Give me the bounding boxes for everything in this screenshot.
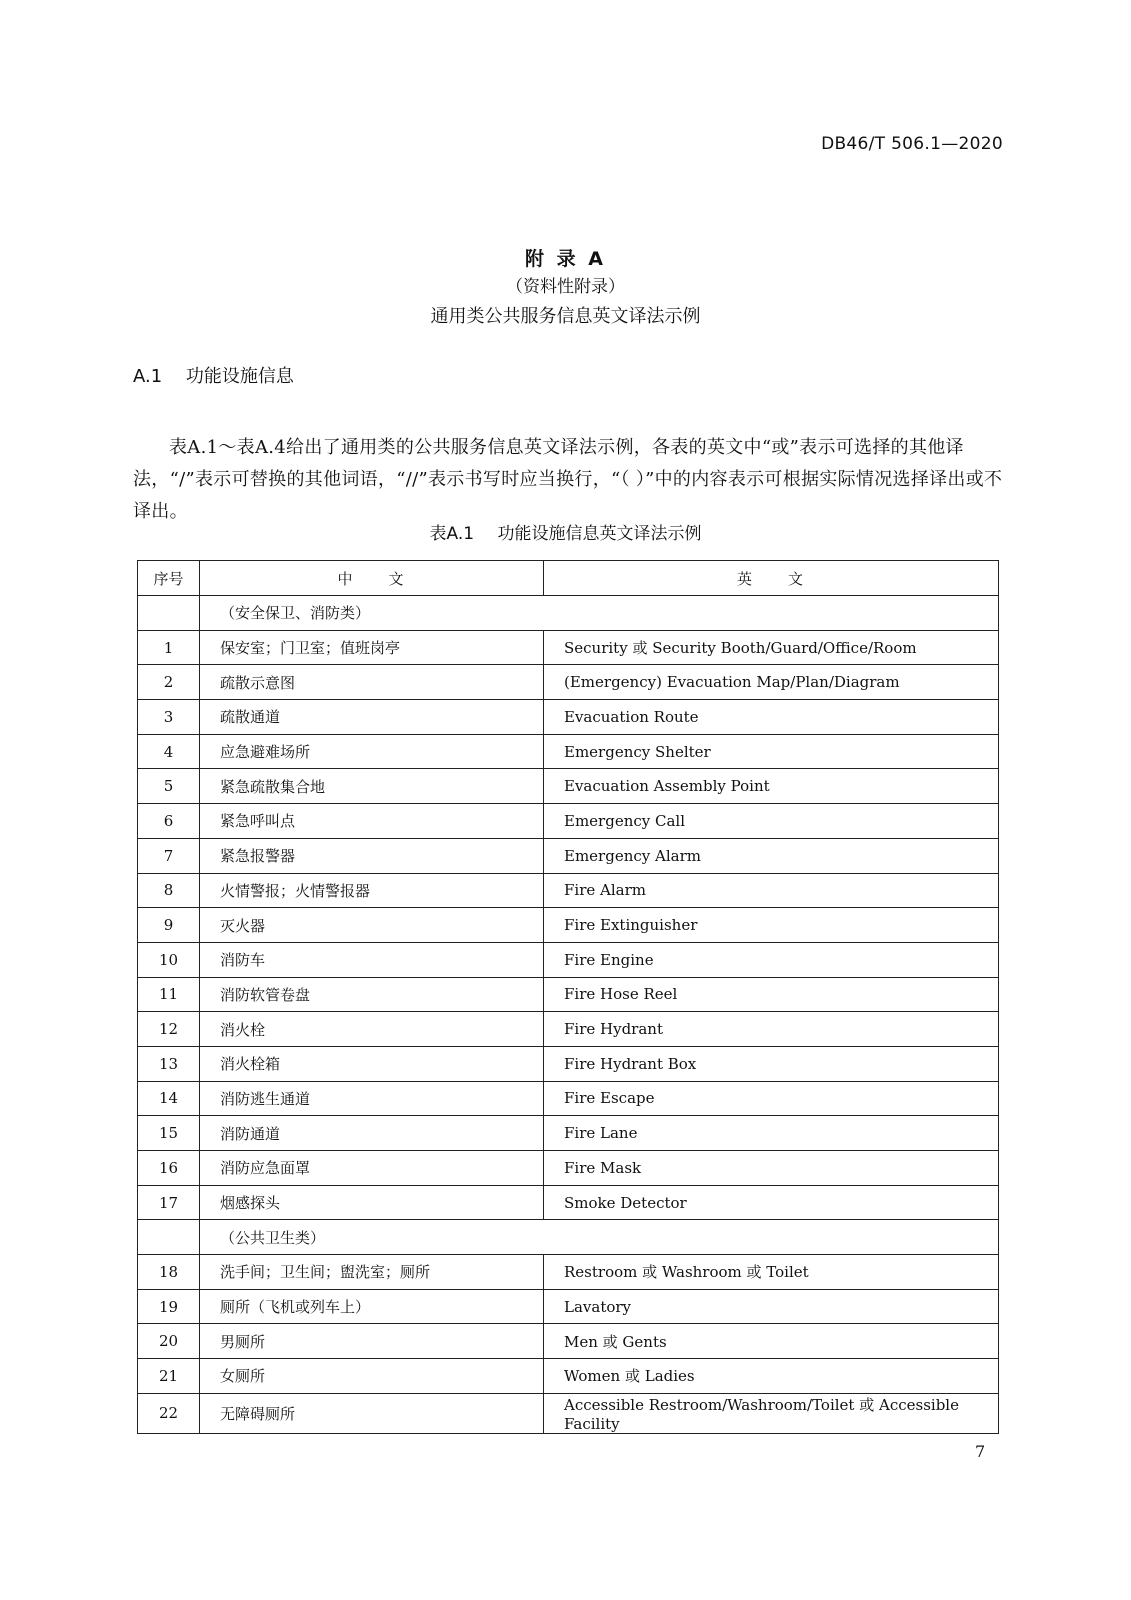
table-row	[138, 1359, 999, 1394]
table-row	[138, 769, 999, 804]
row-english: Evacuation Assembly Point	[544, 769, 999, 804]
row-number: 4	[138, 734, 200, 769]
annex-title: 附 录 A	[525, 248, 606, 270]
table-row	[138, 1081, 999, 1116]
table-row	[138, 1393, 999, 1433]
header-english: 英 文	[544, 561, 999, 596]
row-number: 8	[138, 873, 200, 908]
row-english: Emergency Alarm	[544, 838, 999, 873]
annex-main-title: 通用类公共服务信息英文译法示例	[430, 306, 701, 327]
row-chinese: 消防车	[200, 942, 544, 977]
row-number: 11	[138, 977, 200, 1012]
row-number: 15	[138, 1116, 200, 1151]
row-english: Smoke Detector	[544, 1185, 999, 1220]
row-number: 17	[138, 1185, 200, 1220]
row-english: Fire Lane	[544, 1116, 999, 1151]
row-chinese: 消防应急面罩	[200, 1151, 544, 1186]
page-number: 7	[975, 1442, 986, 1461]
row-number: 1	[138, 630, 200, 665]
row-english: Fire Hose Reel	[544, 977, 999, 1012]
table-row	[138, 734, 999, 769]
table-row	[138, 630, 999, 665]
section-title: 功能设施信息	[185, 366, 294, 387]
row-chinese: 火情警报；火情警报器	[200, 873, 544, 908]
table-row	[138, 1012, 999, 1047]
row-chinese: 紧急呼叫点	[200, 804, 544, 839]
row-number: 20	[138, 1324, 200, 1359]
row-chinese: 男厕所	[200, 1324, 544, 1359]
row-chinese: 应急避难场所	[200, 734, 544, 769]
annex-subtitle: （资料性附录）	[506, 277, 625, 297]
table-row	[138, 804, 999, 839]
group-no-cell	[138, 596, 200, 631]
row-english: Emergency Shelter	[544, 734, 999, 769]
row-english: Security 或 Security Booth/Guard/Office/Room	[544, 630, 999, 665]
row-english: (Emergency) Evacuation Map/Plan/Diagram	[544, 665, 999, 700]
row-chinese: 消火栓箱	[200, 1046, 544, 1081]
table-row	[138, 665, 999, 700]
group-label: （安全保卫、消防类）	[200, 596, 999, 631]
row-number: 5	[138, 769, 200, 804]
row-chinese: 疏散示意图	[200, 665, 544, 700]
doc-code: DB46/T 506.1—2020	[821, 134, 1003, 154]
table-group-row	[138, 1220, 999, 1255]
row-english: Evacuation Route	[544, 700, 999, 735]
row-chinese: 灭火器	[200, 908, 544, 943]
table-row	[138, 838, 999, 873]
row-english: Accessible Restroom/Washroom/Toilet 或 Accessible Facility	[544, 1393, 999, 1433]
row-chinese: 消防通道	[200, 1116, 544, 1151]
row-english: Fire Mask	[544, 1151, 999, 1186]
row-number: 16	[138, 1151, 200, 1186]
table-row	[138, 873, 999, 908]
row-chinese: 无障碍厕所	[200, 1393, 544, 1433]
header-no: 序号	[138, 561, 200, 596]
row-chinese: 疏散通道	[200, 700, 544, 735]
row-english: Lavatory	[544, 1289, 999, 1324]
row-number: 10	[138, 942, 200, 977]
row-number: 7	[138, 838, 200, 873]
row-chinese: 女厕所	[200, 1359, 544, 1394]
row-english: Emergency Call	[544, 804, 999, 839]
row-chinese: 消防软管卷盘	[200, 977, 544, 1012]
section-heading	[133, 362, 294, 388]
table-row	[138, 1255, 999, 1290]
row-number: 2	[138, 665, 200, 700]
table-row	[138, 1116, 999, 1151]
row-chinese: 消火栓	[200, 1012, 544, 1047]
table-header-row	[138, 561, 999, 596]
row-chinese: 洗手间；卫生间；盥洗室；厕所	[200, 1255, 544, 1290]
row-number: 21	[138, 1359, 200, 1394]
row-number: 22	[138, 1393, 200, 1433]
table-row	[138, 1046, 999, 1081]
intro-paragraph: 表A.1～表A.4给出了通用类的公共服务信息英文译法示例，各表的英文中“或”表示可选择的其他译法，“/”表示可替换的其他词语，“//”表示书写时应当换行，“（ ）”中的内容表示可根据实际情况选择译出或不译出。	[133, 437, 1003, 522]
table-row	[138, 1151, 999, 1186]
row-number: 9	[138, 908, 200, 943]
table-number: 表A.1	[429, 524, 475, 544]
row-chinese: 厕所（飞机或列车上）	[200, 1289, 544, 1324]
translation-table	[137, 560, 999, 1434]
row-number: 3	[138, 700, 200, 735]
table-row	[138, 700, 999, 735]
row-number: 14	[138, 1081, 200, 1116]
row-number: 6	[138, 804, 200, 839]
table-body	[138, 596, 999, 1434]
table-row	[138, 942, 999, 977]
row-english: Fire Hydrant Box	[544, 1046, 999, 1081]
row-english: Fire Extinguisher	[544, 908, 999, 943]
row-english: Men 或 Gents	[544, 1324, 999, 1359]
row-english: Restroom 或 Washroom 或 Toilet	[544, 1255, 999, 1290]
row-english: Women 或 Ladies	[544, 1359, 999, 1394]
table-group-row	[138, 596, 999, 631]
table-title: 功能设施信息英文译法示例	[497, 524, 702, 544]
row-english: Fire Hydrant	[544, 1012, 999, 1047]
table-row	[138, 1289, 999, 1324]
table-row	[138, 1324, 999, 1359]
row-english: Fire Alarm	[544, 873, 999, 908]
row-number: 19	[138, 1289, 200, 1324]
row-number: 13	[138, 1046, 200, 1081]
table-row	[138, 908, 999, 943]
row-chinese: 紧急疏散集合地	[200, 769, 544, 804]
group-label: （公共卫生类）	[200, 1220, 999, 1255]
table-row	[138, 1185, 999, 1220]
row-chinese: 消防逃生通道	[200, 1081, 544, 1116]
group-no-cell	[138, 1220, 200, 1255]
header-chinese: 中 文	[200, 561, 544, 596]
row-chinese: 烟感探头	[200, 1185, 544, 1220]
row-number: 12	[138, 1012, 200, 1047]
row-english: Fire Engine	[544, 942, 999, 977]
row-chinese: 保安室；门卫室；值班岗亭	[200, 630, 544, 665]
table-row	[138, 977, 999, 1012]
table-caption	[0, 519, 1131, 544]
row-english: Fire Escape	[544, 1081, 999, 1116]
row-chinese: 紧急报警器	[200, 838, 544, 873]
section-number: A.1	[133, 366, 163, 387]
row-number: 18	[138, 1255, 200, 1290]
